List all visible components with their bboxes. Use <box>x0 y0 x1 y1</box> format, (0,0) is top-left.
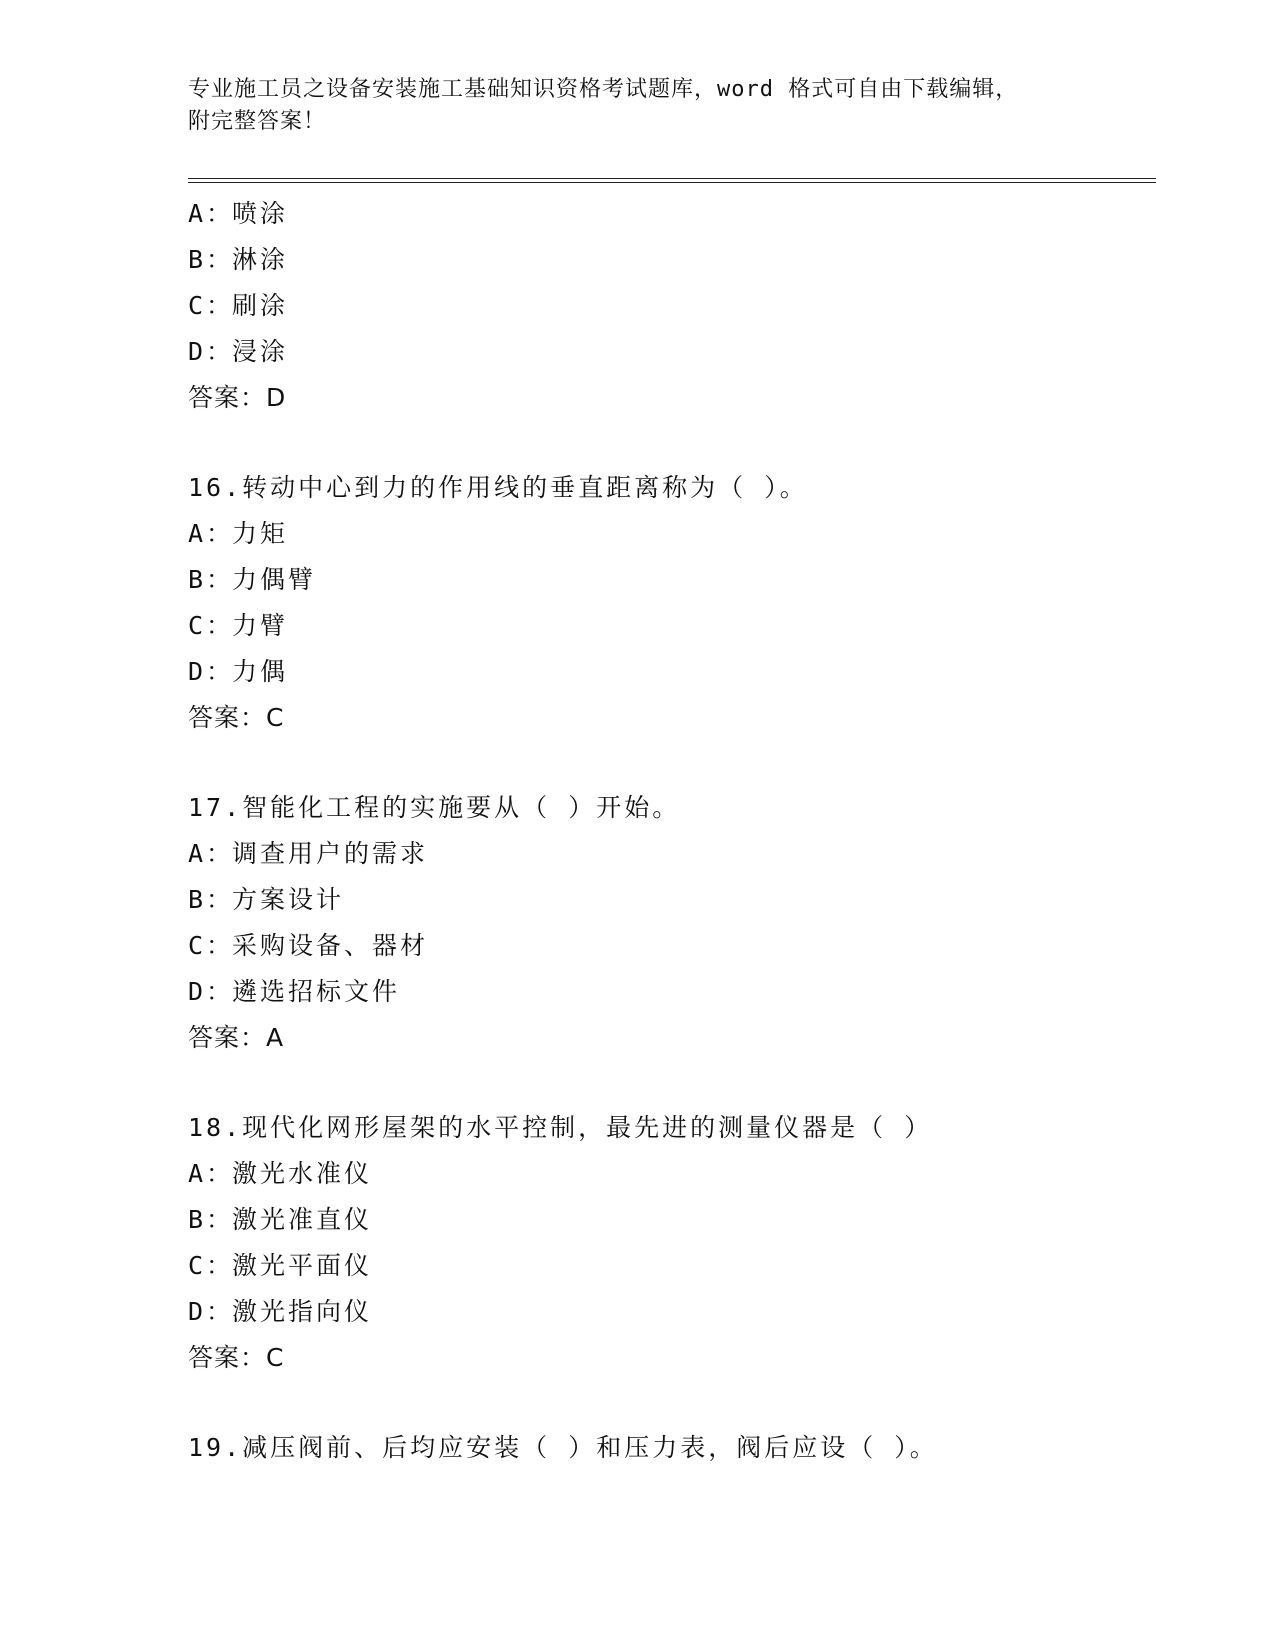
spacer <box>188 421 1156 465</box>
option-b: B：方案设计 <box>188 885 345 914</box>
question-18-block <box>188 1105 1156 1381</box>
question-list <box>188 191 1156 1471</box>
option-d: D：浸涂 <box>188 337 289 366</box>
header-rule-bottom <box>188 182 1156 183</box>
answer: 答案：D <box>188 383 287 412</box>
question-19-block <box>188 1425 1156 1471</box>
option-b: B：淋涂 <box>188 245 289 274</box>
question-text: 16.转动中心到力的作用线的垂直距离称为（ ）。 <box>188 473 808 502</box>
option-c: C：刷涂 <box>188 291 289 320</box>
header-line-2: 附完整答案！ <box>188 109 327 134</box>
answer: 答案：A <box>188 1023 285 1052</box>
option-c: C：激光平面仪 <box>188 1251 373 1280</box>
question-text: 19.减压阀前、后均应安装（ ）和压力表，阀后应设（ ）。 <box>188 1433 938 1462</box>
option-a: A：调查用户的需求 <box>188 839 429 868</box>
question-17-block <box>188 785 1156 1061</box>
question-text: 18.现代化网形屋架的水平控制，最先进的测量仪器是（ ） <box>188 1113 933 1142</box>
option-d: D：遴选招标文件 <box>188 977 401 1006</box>
header-rule-top <box>188 178 1156 179</box>
option-a: A：激光水准仪 <box>188 1159 373 1188</box>
spacer <box>188 1381 1156 1425</box>
option-d: D：力偶 <box>188 657 289 686</box>
question-text: 17.智能化工程的实施要从（ ）开始。 <box>188 793 681 822</box>
answer: 答案：C <box>188 703 285 732</box>
answer: 答案：C <box>188 1343 285 1372</box>
header-line-1: 专业施工员之设备安装施工基础知识资格考试题库，word 格式可自由下载编辑， <box>188 77 1019 102</box>
spacer <box>188 741 1156 785</box>
document-header <box>188 74 1088 138</box>
question-15-block <box>188 191 1156 421</box>
option-c: C：力臂 <box>188 611 289 640</box>
option-d: D：激光指向仪 <box>188 1297 373 1326</box>
question-16-block <box>188 465 1156 741</box>
option-b: B：力偶臂 <box>188 565 317 594</box>
option-a: A：力矩 <box>188 519 289 548</box>
option-b: B：激光准直仪 <box>188 1205 373 1234</box>
spacer <box>188 1061 1156 1105</box>
option-c: C：采购设备、器材 <box>188 931 429 960</box>
option-a: A：喷涂 <box>188 199 289 228</box>
